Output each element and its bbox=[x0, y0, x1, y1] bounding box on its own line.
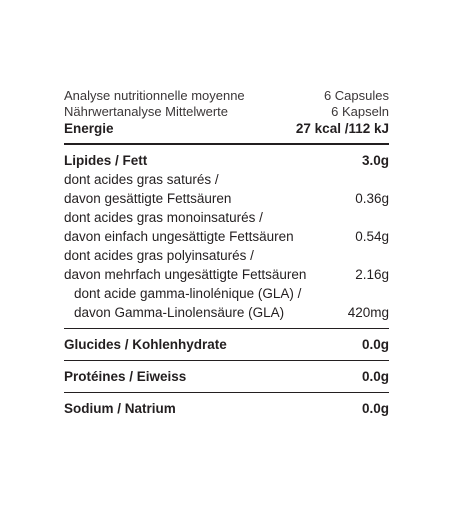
title-fr: Analyse nutritionnelle moyenne bbox=[64, 88, 245, 103]
serving-de: 6 Kapseln bbox=[331, 104, 389, 119]
header-row-de bbox=[64, 104, 389, 120]
saturated-label-de: davon gesättigte Fettsäuren bbox=[64, 191, 232, 206]
poly-value: 2.16g bbox=[355, 267, 389, 282]
divider bbox=[64, 392, 389, 393]
serving-fr: 6 Capsules bbox=[323, 88, 389, 103]
divider bbox=[64, 328, 389, 329]
gla-value: 420mg bbox=[347, 305, 389, 320]
gla-row bbox=[64, 303, 389, 322]
gla-label-fr: dont acide gamma-linolénique (GLA) / bbox=[74, 286, 302, 301]
sodium-value: 0.0g bbox=[361, 401, 389, 416]
protein-label: Protéines / Eiweiss bbox=[64, 369, 187, 384]
title-de: Nährwertanalyse Mittelwerte bbox=[64, 104, 229, 119]
energy-value: 27 kcal /112 kJ bbox=[295, 121, 389, 136]
mono-row bbox=[64, 227, 389, 246]
energy-row bbox=[64, 120, 389, 138]
divider-thick bbox=[64, 143, 389, 145]
saturated-row bbox=[64, 189, 389, 208]
lipids-value: 3.0g bbox=[361, 153, 389, 168]
carbs-row bbox=[64, 335, 389, 354]
carbs-label: Glucides / Kohlenhydrate bbox=[64, 337, 227, 352]
lipids-label: Lipides / Fett bbox=[64, 153, 148, 168]
energy-label: Energie bbox=[64, 121, 114, 136]
nutrition-table bbox=[64, 88, 389, 418]
mono-label-de: davon einfach ungesättigte Fettsäuren bbox=[64, 229, 294, 244]
saturated-label-fr: dont acides gras saturés / bbox=[64, 172, 219, 187]
saturated-value: 0.36g bbox=[355, 191, 389, 206]
poly-label-de: davon mehrfach ungesättigte Fettsäuren bbox=[64, 267, 307, 282]
protein-value: 0.0g bbox=[361, 369, 389, 384]
poly-row bbox=[64, 265, 389, 284]
header-row-fr bbox=[64, 88, 389, 104]
sodium-label: Sodium / Natrium bbox=[64, 401, 176, 416]
gla-label-de: davon Gamma-Linolensäure (GLA) bbox=[74, 305, 285, 320]
sodium-row bbox=[64, 399, 389, 418]
protein-row bbox=[64, 367, 389, 386]
mono-value: 0.54g bbox=[355, 229, 389, 244]
mono-label-fr: dont acides gras monoinsaturés / bbox=[64, 210, 263, 225]
lipids-row bbox=[64, 151, 389, 170]
divider bbox=[64, 360, 389, 361]
poly-label-fr: dont acides gras polyinsaturés / bbox=[64, 248, 254, 263]
carbs-value: 0.0g bbox=[361, 337, 389, 352]
